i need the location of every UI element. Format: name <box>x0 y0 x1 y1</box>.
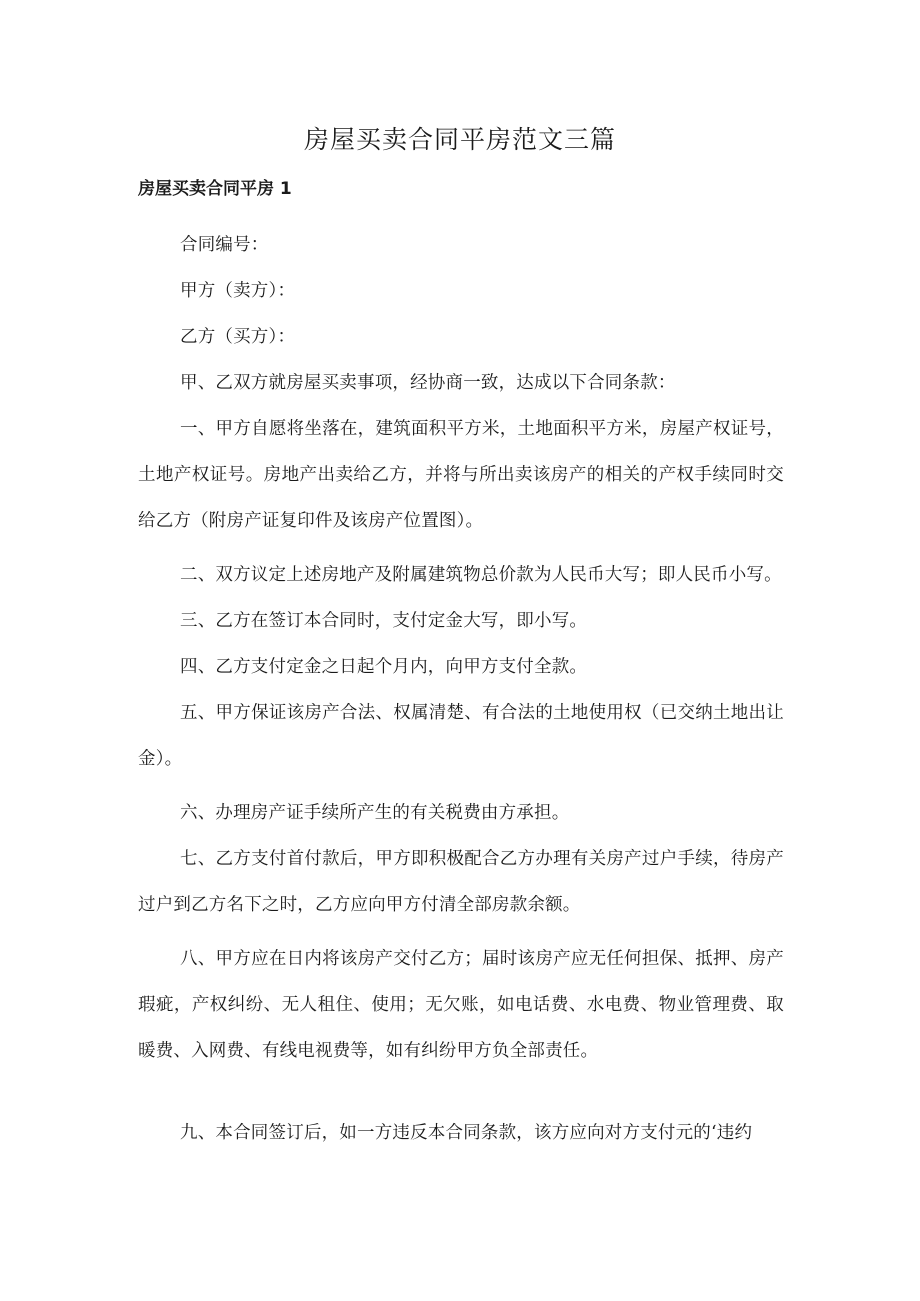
clause-6: 六、办理房产证手续所产生的有关税费由方承担。 <box>180 803 570 823</box>
section-heading: 房屋买卖合同平房 1 <box>138 179 292 199</box>
contract-number-line: 合同编号： <box>180 235 269 255</box>
clause-2: 二、双方议定上述房地产及附属建筑物总价款为人民币大写；即人民币小写。 <box>180 565 782 585</box>
clause-1: 一、甲方自愿将坐落在，建筑面积平方米，土地面积平方米，房屋产权证号，土地产权证号。房地产出卖给乙方，并将与所出卖该房产的相关的产权手续同时交给乙方（附房产证复印件及该房产位置图）。 <box>138 419 784 531</box>
party-a-line: 甲方（卖方）： <box>180 281 296 301</box>
party-b-line: 乙方（买方）： <box>180 327 296 347</box>
preamble-paragraph: 甲、乙双方就房屋买卖事项，经协商一致，达成以下合同条款： <box>180 373 676 393</box>
clause-8: 八、甲方应在日内将该房产交付乙方；届时该房产应无任何担保、抵押、房产瑕疵，产权纠纷、无人租住、使用；无欠账，如电话费、水电费、物业管理费、取暖费、入网费、有线电视费等，如有纠纷甲方负全部责任。 <box>138 949 784 1061</box>
clause-3: 三、乙方在签订本合同时，支付定金大写，即小写。 <box>180 611 588 631</box>
clause-9: 九、本合同签订后，如一方违反本合同条款，该方应向对方支付元的‘违约 <box>180 1123 753 1143</box>
clause-4: 四、乙方支付定金之日起个月内，向甲方支付全款。 <box>180 657 588 677</box>
clause-7: 七、乙方支付首付款后，甲方即积极配合乙方办理有关房产过户手续，待房产过户到乙方名下之时，乙方应向甲方付清全部房款余额。 <box>138 849 784 915</box>
clause-5: 五、甲方保证该房产合法、权属清楚、有合法的土地使用权（已交纳土地出让金）。 <box>138 703 784 769</box>
document-title: 房屋买卖合同平房范文三篇 <box>303 125 616 154</box>
